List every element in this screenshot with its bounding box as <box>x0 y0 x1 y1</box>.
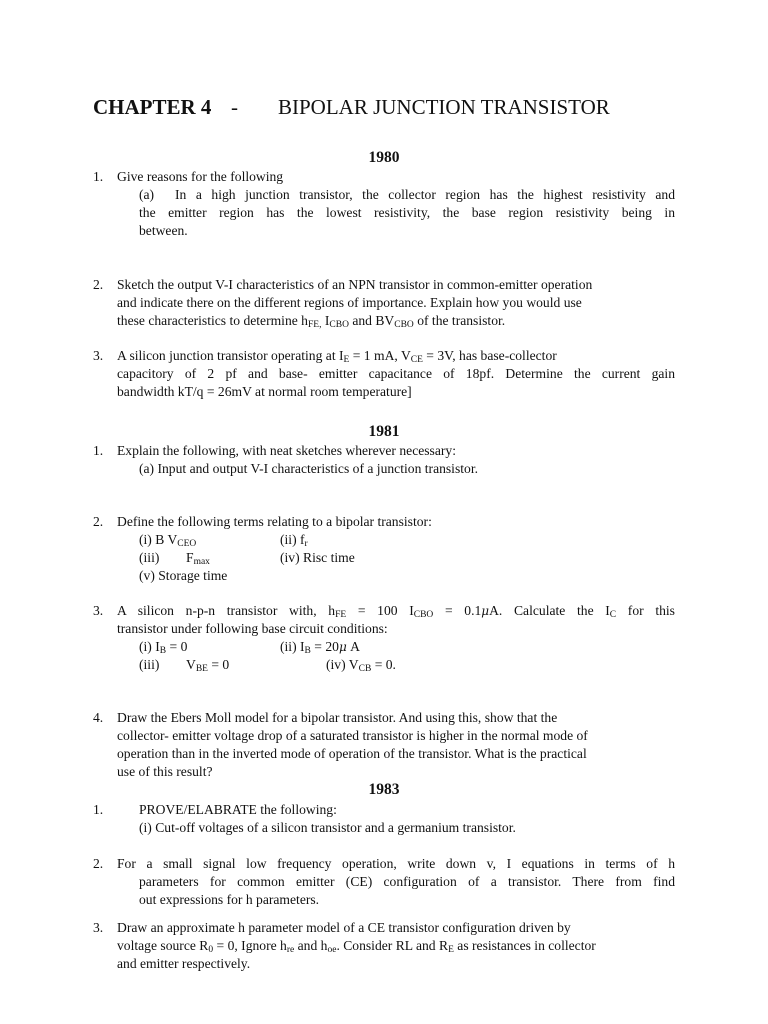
question-text: out expressions for h parameters. <box>139 892 320 907</box>
year-heading-1981: 1981 <box>368 423 400 440</box>
question-text: capacitory of 2 pf and base- emitter capacitance of 18pf. Determine the current gain <box>117 366 675 381</box>
subpart-label: (a) <box>139 187 155 202</box>
question-text: between. <box>139 223 188 238</box>
condition-item-label: (iii) <box>139 657 160 672</box>
term-item: (iv) Risc time <box>280 550 355 565</box>
question-text: and indicate there on the different regions of importance. Explain how you would use <box>117 295 582 310</box>
condition-item: $V_{BE} = 0$ <box>186 657 230 674</box>
condition-item: (i) $I_B = 0$ <box>139 639 188 656</box>
condition-item: (iv) $V_{CB} = 0$. <box>326 657 396 674</box>
question-number: 3. <box>93 348 104 363</box>
question-text: voltage source $R_0 = 0$, Ignore $h_{re}$ and $h_{oe}$. Consider RL and $R_E$ as resistances in collector <box>117 938 596 955</box>
year-heading-1980: 1980 <box>368 149 400 166</box>
term-item: $F_{max}$ <box>186 550 210 567</box>
question-number: 1. <box>93 443 104 458</box>
chapter-title: BIPOLAR JUNCTION TRANSISTOR <box>278 95 610 119</box>
question-number: 1. <box>93 802 104 817</box>
question-number: 1. <box>93 169 104 184</box>
question-number: 2. <box>93 514 104 529</box>
year-heading-1983: 1983 <box>368 781 400 798</box>
question-text: collector- emitter voltage drop of a saturated transistor is higher in the normal mode of <box>117 728 588 743</box>
term-item: (i) B $V_{CEO}$ <box>139 532 197 549</box>
question-text: Draw the Ebers Moll model for a bipolar transistor. And using this, show that the <box>117 710 558 725</box>
question-text: transistor under following base circuit conditions: <box>117 621 388 636</box>
question-text: operation than in the inverted mode of operation of the transistor. What is the practical <box>117 746 587 761</box>
question-text: In a high junction transistor, the collector region has the highest resistivity and <box>175 187 675 202</box>
question-text: Draw an approximate h parameter model of a CE transistor configuration driven by <box>117 920 571 935</box>
term-item: (ii) $f_r$ <box>280 532 308 549</box>
question-text: For a small signal low frequency operation, write down v, I equations in terms of h <box>117 856 675 871</box>
question-text: the emitter region has the lowest resistivity, the base region resistivity being in <box>139 205 675 220</box>
question-number: 4. <box>93 710 104 725</box>
question-text: and emitter respectively. <box>117 956 251 971</box>
term-item: (v) Storage time <box>139 568 228 583</box>
question-number: 2. <box>93 277 104 292</box>
term-item-label: (iii) <box>139 550 160 565</box>
question-text: use of this result? <box>117 764 213 779</box>
question-text: bandwidth kT/q = 26mV at normal room temperature] <box>117 384 412 399</box>
question-text: Sketch the output V-I characteristics of an NPN transistor in common-emitter operation <box>117 277 593 292</box>
question-text: A silicon n-p-n transistor with, $h_{FE} = 100$ $I_{CBO} = 0.1\mu A$. Calculate the $I_C$ for this <box>117 603 675 620</box>
question-text: PROVE/ELABRATE the following: <box>139 802 337 817</box>
question-number: 3. <box>93 920 104 935</box>
question-text: Explain the following, with neat sketches wherever necessary: <box>117 443 456 458</box>
question-number: 2. <box>93 856 104 871</box>
chapter-label: CHAPTER 4 <box>93 95 212 119</box>
question-number: 3. <box>93 603 104 618</box>
question-text: (a) Input and output V-I characteristics of a junction transistor. <box>139 461 478 476</box>
question-text: Give reasons for the following <box>117 169 284 184</box>
question-text: parameters for common emitter (CE) configuration of a transistor. There from find <box>139 874 675 889</box>
question-text: (i) Cut-off voltages of a silicon transistor and a germanium transistor. <box>139 820 516 835</box>
condition-item: (ii) $I_B = 20\mu$ A <box>280 639 360 656</box>
question-text: Define the following terms relating to a bipolar transistor: <box>117 514 432 529</box>
title-dash: - <box>231 95 238 119</box>
question-text: A silicon junction transistor operating at $I_E = 1$ mA, $V_{CE} = 3V$, has base-collector <box>117 348 557 365</box>
question-text: these characteristics to determine $h_{FE,}$ $I_{CBO}$ and $BV_{CBO}$ of the transistor. <box>117 313 506 330</box>
